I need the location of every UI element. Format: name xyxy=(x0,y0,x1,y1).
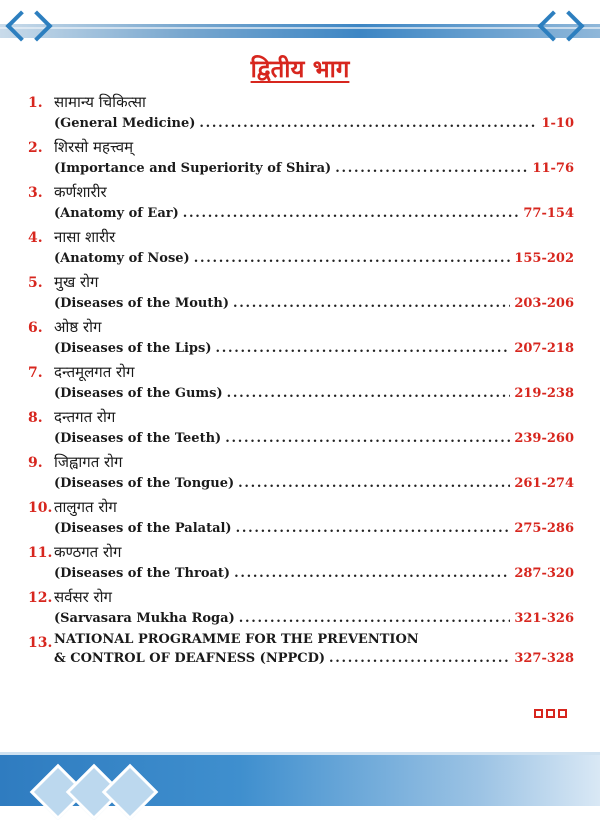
entry-hindi-title: जिह्वागत रोग xyxy=(54,453,123,471)
entry-pages: 327-328 xyxy=(514,651,574,666)
entry-number: 11. xyxy=(28,545,53,561)
entry-english-title: (Anatomy of Nose) xyxy=(54,251,190,266)
entry-hindi-title: सामान्य चिकित्सा xyxy=(54,93,146,111)
entry-english-title-cont: & CONTROL OF DEAFNESS (NPPCD) xyxy=(54,651,326,666)
entry-number: 6. xyxy=(28,320,43,336)
entry-pages: 155-202 xyxy=(514,251,574,266)
entry-pages: 77-154 xyxy=(523,206,574,221)
entry-english-title: (Diseases of the Lips) xyxy=(54,341,212,356)
entry-hindi-title: दन्तमूलगत रोग xyxy=(54,363,135,381)
square-icon xyxy=(546,709,555,718)
entry-hindi-title: नासा शारीर xyxy=(54,228,116,246)
entry-english-title: (Diseases of the Throat) xyxy=(54,566,231,581)
entry-hindi-title: दन्तगत रोग xyxy=(54,408,116,426)
entry-pages: 219-238 xyxy=(514,386,574,401)
entry-pages: 239-260 xyxy=(514,431,574,446)
entry-number: 5. xyxy=(28,275,43,291)
end-mark xyxy=(534,709,567,718)
toc-entry xyxy=(28,92,574,137)
bottom-decorative-band xyxy=(0,752,600,806)
entry-pages: 1-10 xyxy=(541,116,574,131)
entry-pages: 207-218 xyxy=(514,341,574,356)
toc-entry xyxy=(28,227,574,272)
entry-number: 12. xyxy=(28,590,53,606)
entry-pages: 275-286 xyxy=(514,521,574,536)
entry-english-title: (Diseases of the Gums) xyxy=(54,386,223,401)
dot-leader xyxy=(225,431,510,446)
dot-leader xyxy=(238,476,510,491)
entry-pages: 261-274 xyxy=(514,476,574,491)
entry-hindi-title: शिरसो महत्त्वम् xyxy=(54,138,134,156)
toc-entry xyxy=(28,272,574,317)
entry-pages: 11-76 xyxy=(532,161,574,176)
toc-entry xyxy=(28,182,574,227)
entry-english-title: (Sarvasara Mukha Roga) xyxy=(54,611,235,626)
entry-number: 9. xyxy=(28,455,43,471)
dot-leader xyxy=(329,651,510,666)
entry-number: 4. xyxy=(28,230,43,246)
diamond-icon xyxy=(102,764,159,820)
toc-entry xyxy=(28,137,574,182)
dot-leader xyxy=(233,296,510,311)
entry-pages: 321-326 xyxy=(514,611,574,626)
toc-entry xyxy=(28,542,574,587)
table-of-contents xyxy=(28,92,574,680)
entry-hindi-title: कर्णशारीर xyxy=(54,183,107,201)
entry-hindi-title: मुख रोग xyxy=(54,273,99,291)
dot-leader xyxy=(227,386,511,401)
toc-entry xyxy=(28,317,574,362)
entry-hindi-title: कण्ठगत रोग xyxy=(54,543,122,561)
entry-number: 8. xyxy=(28,410,43,426)
entry-number: 3. xyxy=(28,185,43,201)
square-icon xyxy=(534,709,543,718)
dot-leader xyxy=(236,521,511,536)
entry-pages: 203-206 xyxy=(514,296,574,311)
toc-entry xyxy=(28,407,574,452)
entry-number: 13. xyxy=(28,635,53,651)
entry-hindi-title: ओष्ठ रोग xyxy=(54,318,102,336)
entry-english-title: (Diseases of the Mouth) xyxy=(54,296,229,311)
entry-number: 7. xyxy=(28,365,43,381)
dot-leader xyxy=(194,251,511,266)
toc-entry xyxy=(28,587,574,632)
entry-english-title: (Anatomy of Ear) xyxy=(54,206,179,221)
dot-leader xyxy=(335,161,528,176)
toc-entry xyxy=(28,497,574,542)
entry-english-title: (Importance and Superiority of Shira) xyxy=(54,161,332,176)
entry-hindi-title: सर्वसर रोग xyxy=(54,588,112,606)
entry-number: 10. xyxy=(28,500,53,516)
top-decorative-band xyxy=(0,24,600,38)
entry-hindi-title: तालुगत रोग xyxy=(54,498,117,516)
page-title: द्वितीय भाग xyxy=(250,54,350,83)
entry-number: 2. xyxy=(28,140,43,156)
square-icon xyxy=(558,709,567,718)
entry-english-title: NATIONAL PROGRAMME FOR THE PREVENTION xyxy=(54,632,419,647)
entry-number: 1. xyxy=(28,95,43,111)
dot-leader xyxy=(199,116,537,131)
dot-leader xyxy=(239,611,511,626)
toc-entry xyxy=(28,632,574,680)
dot-leader xyxy=(216,341,511,356)
entry-pages: 287-320 xyxy=(514,566,574,581)
toc-entry xyxy=(28,452,574,497)
entry-english-title: (General Medicine) xyxy=(54,116,196,131)
entry-english-title: (Diseases of the Teeth) xyxy=(54,431,222,446)
entry-english-title: (Diseases of the Palatal) xyxy=(54,521,232,536)
dot-leader xyxy=(234,566,510,581)
toc-entry xyxy=(28,362,574,407)
dot-leader xyxy=(183,206,520,221)
entry-english-title: (Diseases of the Tongue) xyxy=(54,476,235,491)
